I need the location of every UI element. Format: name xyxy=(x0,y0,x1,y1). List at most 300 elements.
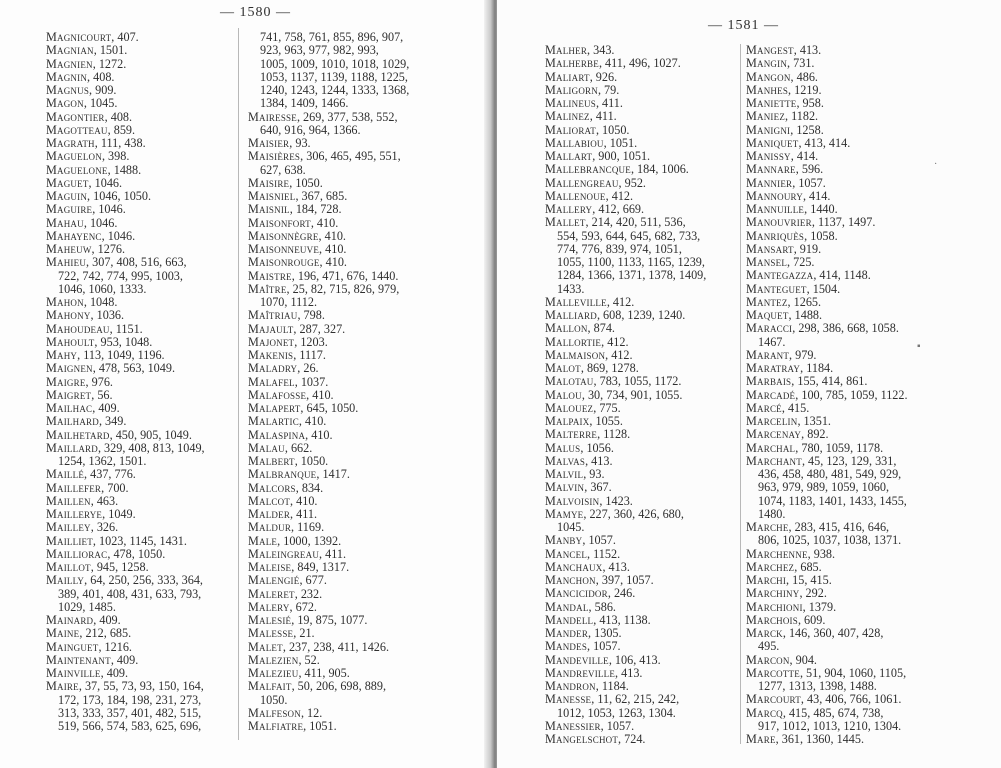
entry-pages: , 1048. xyxy=(83,295,118,309)
entry-pages: , 1050. xyxy=(294,454,329,468)
entry-pages: , 1488. xyxy=(107,162,142,177)
entry-pages: , 1046. xyxy=(88,175,123,190)
entry-name: Malus xyxy=(545,440,581,455)
index-entry xyxy=(545,587,735,600)
index-entry xyxy=(746,269,936,282)
index-entry-continuation xyxy=(746,481,936,494)
index-entry xyxy=(746,667,936,680)
entry-name: Maguin xyxy=(46,189,88,203)
entry-name: Malengié xyxy=(248,573,300,588)
entry-name: Mahayenc xyxy=(46,228,102,243)
entry-name: Maratray xyxy=(746,361,801,375)
index-entry-continuation xyxy=(248,31,438,44)
entry-name: Malesse xyxy=(248,626,294,641)
entry-pages: , 50, 206, 698, 889, xyxy=(291,679,387,694)
entry-pages: , 919. xyxy=(793,241,822,256)
index-entry xyxy=(248,349,438,362)
entry-pages: , 874. xyxy=(587,321,615,336)
entry-pages: 1055, 1100, 1133, 1165, 1239, xyxy=(557,255,705,269)
index-entry-continuation xyxy=(248,164,438,177)
index-entry xyxy=(248,455,438,468)
index-entry xyxy=(746,587,936,600)
entry-name: Mandell xyxy=(545,612,594,627)
entry-name: Maheuw xyxy=(46,242,92,256)
entry-pages: , 411. xyxy=(319,546,347,561)
entry-pages: , 1169. xyxy=(291,520,325,535)
entry-pages: , 26. xyxy=(297,361,319,376)
entry-pages: , 725. xyxy=(787,255,815,269)
entry-name: Manriquès xyxy=(746,228,805,243)
entry-name: Malfeson xyxy=(248,705,301,720)
entry-pages: 1053, 1137, 1139, 1188, 1225, xyxy=(260,69,408,84)
index-entry xyxy=(248,574,438,587)
entry-name: Maigre xyxy=(46,374,86,389)
entry-name: Mare xyxy=(746,732,776,746)
entry-name: Marcé xyxy=(746,400,782,415)
entry-pages: , 909. xyxy=(89,83,117,97)
index-entry xyxy=(545,548,735,561)
entry-pages: , 410. xyxy=(305,427,333,442)
entry-pages: , 414. xyxy=(802,188,831,203)
entry-name: Malaspina xyxy=(248,427,306,442)
index-entry xyxy=(545,428,735,441)
index-entry xyxy=(746,190,936,203)
entry-name: Mahon xyxy=(46,295,84,309)
entry-pages: , 1056. xyxy=(580,440,614,455)
index-entry xyxy=(545,110,735,123)
entry-name: Malleville xyxy=(545,294,607,309)
entry-pages: , 1057. xyxy=(792,175,826,190)
index-entry-continuation xyxy=(46,707,232,720)
entry-name: Malau xyxy=(248,440,285,455)
index-entry xyxy=(46,521,232,534)
entry-name: Malherbe xyxy=(545,56,599,71)
entry-name: Malartic xyxy=(248,414,299,429)
entry-name: Marcourt xyxy=(746,692,801,707)
entry-pages: , 184, 728. xyxy=(289,202,342,217)
entry-name: Mainguet xyxy=(46,639,99,654)
index-entry xyxy=(248,230,438,243)
index-entry xyxy=(746,601,936,614)
entry-name: Maillot xyxy=(46,560,91,574)
entry-pages: , 413. xyxy=(585,453,613,468)
index-entry xyxy=(248,203,438,216)
entry-name: Mangest xyxy=(746,43,794,57)
entry-name: Mannoury xyxy=(746,188,803,203)
index-entry-continuation xyxy=(746,720,936,733)
index-entry xyxy=(746,654,936,667)
entry-pages: , 486. xyxy=(790,69,818,84)
right-page xyxy=(497,0,1001,768)
entry-pages: , 413, 1138. xyxy=(593,612,651,627)
entry-pages: 1074, 1183, 1401, 1433, 1455, xyxy=(758,493,907,508)
entry-name: Maliart xyxy=(545,69,590,84)
entry-name: Maisonrouge xyxy=(248,255,320,270)
entry-name: Mallebrancque xyxy=(545,162,631,177)
index-entry xyxy=(746,137,936,150)
entry-pages: , 1488. xyxy=(788,308,823,322)
entry-name: Marck xyxy=(746,626,783,640)
entry-pages: , 237, 238, 411, 1426. xyxy=(282,639,390,654)
index-entry-continuation xyxy=(746,336,936,349)
entry-pages: , 412. xyxy=(605,188,634,203)
entry-pages: , 798. xyxy=(297,308,325,323)
index-entry xyxy=(46,97,232,110)
index-entry-continuation xyxy=(248,124,438,137)
index-entry xyxy=(46,190,232,203)
index-entry xyxy=(545,362,735,375)
entry-name: Malet xyxy=(248,639,283,654)
index-entry xyxy=(46,336,232,349)
entry-name: Mansel xyxy=(746,255,788,269)
index-entry xyxy=(248,535,438,548)
entry-pages: , 414, 1148. xyxy=(813,268,871,283)
entry-pages: , 410. xyxy=(290,493,318,508)
entry-pages: 1029, 1485. xyxy=(58,599,116,614)
entry-name: Marchal xyxy=(746,440,796,455)
entry-pages: , 361, 1360, 1445. xyxy=(775,732,864,746)
entry-pages: , 1272. xyxy=(92,56,127,71)
index-entry xyxy=(545,534,735,547)
entry-pages: 1045. xyxy=(557,520,585,534)
entry-name: Mansart xyxy=(746,241,794,256)
index-entry xyxy=(746,627,936,640)
entry-pages: , 413. xyxy=(602,559,630,574)
entry-pages: , 413, 414. xyxy=(798,135,851,150)
entry-pages: , 1046. xyxy=(101,228,136,243)
entry-pages: , 246. xyxy=(607,586,636,601)
entry-pages: , 298, 386, 668, 1058. xyxy=(792,321,899,336)
entry-name: Magrath xyxy=(46,136,95,150)
index-entry xyxy=(248,283,438,296)
entry-name: Mailhac xyxy=(46,401,93,415)
entry-name: Maire xyxy=(46,679,79,694)
entry-name: Mantez xyxy=(746,294,788,309)
entry-pages: , 859. xyxy=(107,122,136,137)
entry-name: Maîtriau xyxy=(248,308,298,323)
entry-name: Mannare xyxy=(746,162,796,177)
index-entry xyxy=(46,389,232,402)
entry-pages: , 214, 420, 511, 536, xyxy=(585,215,686,230)
entry-pages: 1070, 1112. xyxy=(260,295,317,309)
index-entry xyxy=(746,574,936,587)
index-entry xyxy=(545,455,735,468)
index-entry xyxy=(746,548,936,561)
index-entry xyxy=(248,309,438,322)
entry-name: Mallortie xyxy=(545,334,602,349)
index-entry xyxy=(46,309,232,322)
entry-name: Makenis xyxy=(248,348,294,362)
entry-name: Manouvrier xyxy=(746,215,812,230)
entry-pages: , 292. xyxy=(799,586,827,601)
entry-pages: , 51, 904, 1060, 1105, xyxy=(799,665,907,680)
index-entry xyxy=(46,495,232,508)
index-entry xyxy=(746,256,936,269)
entry-name: Mainard xyxy=(46,613,94,627)
entry-pages: , 1219. xyxy=(788,82,822,97)
entry-name: Maistre xyxy=(248,268,292,283)
entry-name: Malezieu xyxy=(248,666,299,680)
index-entry-continuation xyxy=(46,283,232,296)
index-entry-continuation xyxy=(545,269,735,282)
entry-pages: , 45, 123, 129, 331, xyxy=(801,453,897,468)
index-entry xyxy=(545,150,735,163)
entry-name: Maisonfort xyxy=(248,215,311,230)
index-entry xyxy=(46,243,232,256)
index-entry xyxy=(248,627,438,640)
index-entry xyxy=(248,336,438,349)
index-entry xyxy=(545,84,735,97)
index-entry xyxy=(248,270,438,283)
index-entry xyxy=(545,389,735,402)
index-entry xyxy=(746,561,936,574)
entry-name: Maliorat xyxy=(545,122,596,137)
entry-pages: , 724. xyxy=(618,732,646,746)
entry-name: Mailhard xyxy=(46,414,99,429)
index-entry xyxy=(545,627,735,640)
index-entry xyxy=(46,256,232,269)
index-entry xyxy=(545,508,735,521)
index-entry-continuation xyxy=(746,534,936,547)
entry-pages: , 1055. xyxy=(589,414,623,428)
entry-pages: , 283, 415, 416, 646, xyxy=(788,520,890,534)
entry-name: Mallet xyxy=(545,215,586,230)
entry-pages: , 700. xyxy=(101,480,129,495)
index-entry xyxy=(46,415,232,428)
entry-name: Marcon xyxy=(746,652,790,667)
entry-name: Magnian xyxy=(46,43,94,58)
entry-name: Maniez xyxy=(746,109,786,124)
entry-name: Malinez xyxy=(545,109,590,124)
index-entry xyxy=(545,203,735,216)
entry-pages: , 408. xyxy=(87,69,115,84)
entry-name: Maillard xyxy=(46,440,98,455)
index-entry xyxy=(746,428,936,441)
entry-name: Magotteau xyxy=(46,122,108,137)
index-entry xyxy=(545,495,735,508)
entry-name: Marchi xyxy=(746,573,787,587)
index-entry-continuation xyxy=(746,468,936,481)
entry-pages: , 1203. xyxy=(294,334,328,349)
entry-pages: , 938. xyxy=(807,546,836,561)
entry-pages: 1277, 1313, 1398, 1488. xyxy=(758,679,877,693)
entry-name: Maisniel xyxy=(248,189,296,203)
entry-name: Maniette xyxy=(746,96,797,110)
entry-pages: 1433. xyxy=(557,281,585,296)
index-entry xyxy=(248,402,438,415)
entry-name: Mallon xyxy=(545,321,588,336)
index-entry xyxy=(746,693,936,706)
index-entry-continuation xyxy=(746,680,936,693)
index-entry xyxy=(746,97,936,110)
entry-name: Maguelone xyxy=(46,162,108,177)
index-entry xyxy=(746,442,936,455)
entry-pages: , 1037. xyxy=(294,374,329,389)
index-entry xyxy=(746,71,936,84)
entry-pages: 1240, 1243, 1244, 1333, 1368, xyxy=(260,83,410,97)
index-entry xyxy=(248,548,438,561)
index-entry xyxy=(46,111,232,124)
entry-pages: , 1423. xyxy=(599,493,633,508)
entry-pages: , 410. xyxy=(298,414,327,429)
entry-pages: , 608, 1239, 1240. xyxy=(596,308,686,322)
entry-name: Malher xyxy=(545,43,588,57)
entry-name: Malezien xyxy=(248,652,299,667)
index-entry xyxy=(46,296,232,309)
index-entry xyxy=(545,720,735,733)
entry-name: Maisnil xyxy=(248,202,290,217)
entry-pages: , 410. xyxy=(306,387,334,402)
entry-name: Mandal xyxy=(545,599,589,614)
index-column xyxy=(46,31,232,733)
index-entry xyxy=(248,495,438,508)
entry-pages: , 953, 1048. xyxy=(94,334,153,349)
index-entry xyxy=(545,733,735,746)
entry-name: Malbert xyxy=(248,454,295,468)
index-entry xyxy=(248,654,438,667)
entry-name: Magon xyxy=(46,96,84,111)
entry-pages: 722, 742, 774, 995, 1003, xyxy=(58,268,183,283)
index-entry xyxy=(248,614,438,627)
entry-name: Mandeville xyxy=(545,652,609,667)
index-entry-continuation xyxy=(46,455,232,468)
entry-name: Mancicidor xyxy=(545,586,608,601)
entry-pages: , 672. xyxy=(289,599,317,614)
entry-pages: , 412, 669. xyxy=(592,202,645,216)
index-entry xyxy=(248,137,438,150)
index-entry xyxy=(46,429,232,442)
entry-name: Malbranque xyxy=(248,467,317,482)
entry-name: Maleise xyxy=(248,560,292,574)
entry-name: Mahony xyxy=(46,308,91,323)
index-entry xyxy=(746,349,936,362)
entry-name: Mailliet xyxy=(46,533,93,548)
entry-name: Marbais xyxy=(746,374,792,389)
entry-name: Malvoisin xyxy=(545,493,600,508)
entry-pages: , 111, 438. xyxy=(94,136,146,150)
entry-pages: 1046, 1060, 1333. xyxy=(58,281,147,296)
index-entry xyxy=(46,376,232,389)
entry-name: Marcelin xyxy=(746,414,798,428)
index-entry xyxy=(545,177,735,190)
entry-name: Maldur xyxy=(248,520,292,535)
column-divider xyxy=(238,28,239,740)
entry-pages: , 52. xyxy=(298,652,320,667)
index-entry xyxy=(545,375,735,388)
entry-name: Mahoudeau xyxy=(46,321,110,336)
index-entry xyxy=(248,720,438,733)
index-entry-continuation xyxy=(46,694,232,707)
entry-pages: , 412. xyxy=(601,334,629,349)
entry-pages: , 463. xyxy=(90,493,119,508)
entry-pages: , 849, 1317. xyxy=(291,560,350,574)
entry-pages: , 731. xyxy=(787,56,815,71)
index-entry xyxy=(46,468,232,481)
index-entry xyxy=(746,203,936,216)
index-entry xyxy=(46,84,232,97)
entry-pages: , 184, 1006. xyxy=(630,162,689,177)
index-entry xyxy=(46,71,232,84)
entry-pages: , 25, 82, 715, 826, 979, xyxy=(286,281,400,296)
entry-name: Maître xyxy=(248,281,287,296)
entry-name: Marcadé xyxy=(746,387,796,402)
entry-name: Magnus xyxy=(46,83,90,97)
entry-name: Marcenay xyxy=(746,427,802,442)
entry-name: Mailly xyxy=(46,573,85,588)
entry-name: Maillé xyxy=(46,467,85,482)
index-entry-continuation xyxy=(248,84,438,97)
index-entry xyxy=(746,322,936,335)
entry-pages: , 93. xyxy=(583,467,605,481)
index-entry xyxy=(248,641,438,654)
entry-pages: , 15, 415. xyxy=(786,573,832,587)
entry-pages: , 775. xyxy=(593,400,621,415)
entry-name: Marcq xyxy=(746,705,783,720)
index-entry xyxy=(248,561,438,574)
index-entry xyxy=(545,654,735,667)
index-entry-continuation xyxy=(248,71,438,84)
column-divider xyxy=(740,44,741,744)
entry-pages: , 414. xyxy=(790,149,819,163)
entry-name: Mandron xyxy=(545,679,596,693)
index-entry xyxy=(746,124,936,137)
entry-pages: , 410. xyxy=(319,242,347,256)
entry-pages: , 1276. xyxy=(91,242,126,256)
entry-name: Mahieu xyxy=(46,255,87,270)
index-entry xyxy=(248,217,438,230)
entry-name: Mancel xyxy=(545,546,588,561)
entry-name: Maleret xyxy=(248,586,295,601)
entry-name: Mandes xyxy=(545,639,588,654)
entry-pages: , 413. xyxy=(615,665,643,680)
entry-name: Maignen xyxy=(46,361,93,376)
entry-name: Manchaux xyxy=(545,559,603,574)
entry-pages: , 1023, 1145, 1431. xyxy=(92,533,187,548)
index-entry xyxy=(746,110,936,123)
index-entry-continuation xyxy=(545,707,735,720)
entry-pages: , 409. xyxy=(93,613,121,627)
entry-name: Maisire xyxy=(248,175,290,190)
index-entry xyxy=(248,680,438,693)
entry-name: Malafel xyxy=(248,374,295,389)
entry-name: Mairesse xyxy=(248,109,297,124)
entry-name: Mallengreau xyxy=(545,175,619,190)
entry-name: Mantegazza xyxy=(746,268,814,283)
index-entry-continuation xyxy=(746,508,936,521)
index-entry xyxy=(746,362,936,375)
index-entry-continuation xyxy=(545,521,735,534)
entry-name: Malpaix xyxy=(545,414,590,428)
entry-pages: , 1046, 1050. xyxy=(87,189,152,203)
index-entry xyxy=(746,309,936,322)
entry-name: Magnien xyxy=(46,56,93,71)
entry-pages: , 1151. xyxy=(109,321,143,336)
entry-name: Malineus xyxy=(545,96,596,110)
index-entry xyxy=(46,164,232,177)
index-entry xyxy=(545,574,735,587)
entry-name: Mahy xyxy=(46,348,78,362)
index-entry xyxy=(545,322,735,335)
index-entry xyxy=(545,601,735,614)
entry-pages: , 411. xyxy=(595,96,623,110)
entry-pages: , 1057. xyxy=(582,533,616,548)
entry-pages: , 413. xyxy=(793,43,822,57)
entry-pages: , 106, 413. xyxy=(608,652,661,667)
entry-name: Maguire xyxy=(46,202,93,217)
entry-pages: , 596. xyxy=(795,162,824,177)
index-entry-continuation xyxy=(248,97,438,110)
entry-pages: , 37, 55, 73, 93, 150, 164, xyxy=(78,679,204,694)
